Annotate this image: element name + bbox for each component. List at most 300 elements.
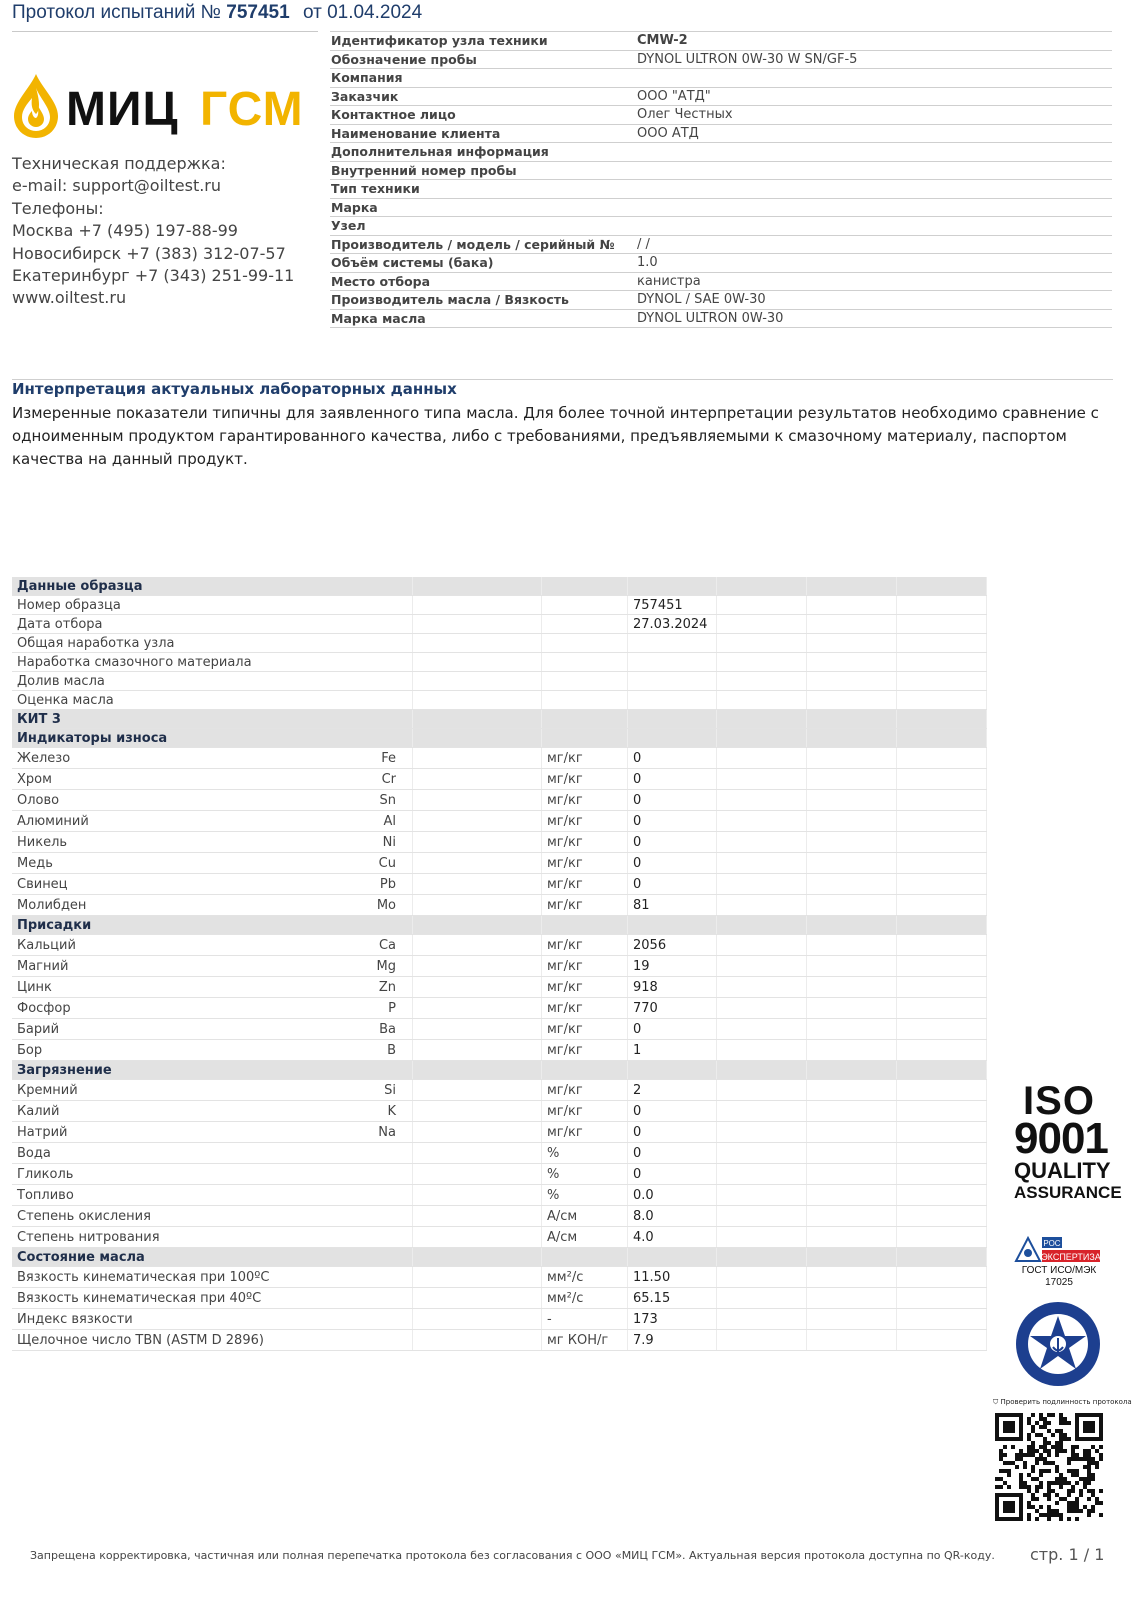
empty-cell bbox=[542, 710, 628, 729]
parameter-name: Никель bbox=[17, 834, 68, 850]
table-row bbox=[12, 1227, 987, 1248]
empty-cell bbox=[897, 1164, 987, 1185]
empty-cell bbox=[717, 811, 807, 832]
table-row bbox=[12, 811, 987, 832]
unit-cell: % bbox=[542, 1143, 628, 1164]
section-title: Данные образца bbox=[12, 577, 413, 596]
parameter-cell bbox=[12, 672, 413, 691]
empty-cell bbox=[897, 1248, 987, 1267]
unit-cell: А/см bbox=[542, 1206, 628, 1227]
empty-cell bbox=[717, 1248, 807, 1267]
value-cell: 81 bbox=[628, 895, 717, 916]
parameter-name: Фосфор bbox=[17, 1000, 71, 1016]
unit-cell: мг/кг bbox=[542, 1122, 628, 1143]
table-row bbox=[12, 832, 987, 853]
empty-cell bbox=[413, 1185, 542, 1206]
info-label: Заказчик bbox=[331, 88, 399, 104]
parameter-name: Медь bbox=[17, 855, 53, 871]
empty-cell bbox=[717, 1080, 807, 1101]
parameter-name: Олово bbox=[17, 792, 60, 808]
info-row bbox=[330, 291, 1112, 310]
element-symbol: Mo bbox=[376, 897, 396, 913]
empty-cell bbox=[413, 916, 542, 935]
empty-cell bbox=[897, 874, 987, 895]
unit-cell: мг/кг bbox=[542, 1040, 628, 1061]
info-value: DYNOL ULTRON 0W-30 bbox=[637, 310, 784, 326]
empty-cell bbox=[628, 1248, 717, 1267]
value-cell: 2056 bbox=[628, 935, 717, 956]
parameter-cell bbox=[12, 977, 413, 998]
parameter-name: Долив масла bbox=[17, 673, 105, 689]
company-logo bbox=[12, 72, 302, 142]
parameter-cell bbox=[12, 653, 413, 672]
table-row bbox=[12, 1019, 987, 1040]
empty-cell bbox=[413, 1330, 542, 1351]
ros-expertiza-badge bbox=[1014, 1235, 1104, 1288]
table-row bbox=[12, 1122, 987, 1143]
support-heading: Техническая поддержка: bbox=[12, 154, 226, 173]
empty-cell bbox=[717, 1101, 807, 1122]
empty-cell bbox=[897, 634, 987, 653]
empty-cell bbox=[807, 1080, 897, 1101]
parameter-cell bbox=[12, 1227, 413, 1248]
parameter-name: Магний bbox=[17, 958, 69, 974]
info-label: Производитель / модель / серийный № bbox=[331, 236, 615, 252]
value-cell: 4.0 bbox=[628, 1227, 717, 1248]
element-symbol: Al bbox=[383, 813, 396, 829]
empty-cell bbox=[413, 895, 542, 916]
parameter-name: Степень нитрования bbox=[17, 1229, 160, 1245]
value-cell: 8.0 bbox=[628, 1206, 717, 1227]
table-row bbox=[12, 691, 987, 710]
empty-cell bbox=[717, 1288, 807, 1309]
value-cell: 27.03.2024 bbox=[628, 615, 717, 634]
empty-cell bbox=[542, 729, 628, 748]
empty-cell bbox=[413, 1061, 542, 1080]
unit-cell bbox=[542, 672, 628, 691]
empty-cell bbox=[897, 998, 987, 1019]
empty-cell bbox=[897, 811, 987, 832]
empty-cell bbox=[897, 1288, 987, 1309]
info-label: Наименование клиента bbox=[331, 125, 501, 141]
empty-cell bbox=[413, 596, 542, 615]
parameter-cell bbox=[12, 853, 413, 874]
table-row bbox=[12, 634, 987, 653]
results-table bbox=[12, 577, 987, 1351]
info-value: CMW-2 bbox=[637, 33, 688, 48]
empty-cell bbox=[542, 1061, 628, 1080]
info-row bbox=[330, 125, 1112, 144]
qr-code[interactable] bbox=[995, 1413, 1103, 1525]
table-row bbox=[12, 977, 987, 998]
empty-cell bbox=[717, 1019, 807, 1040]
iso-assurance: ASSURANCE bbox=[1014, 1183, 1122, 1202]
table-row bbox=[12, 790, 987, 811]
value-cell: 0.0 bbox=[628, 1185, 717, 1206]
empty-cell bbox=[897, 577, 987, 596]
unit-cell: % bbox=[542, 1164, 628, 1185]
phone-moscow[interactable]: Москва +7 (495) 197-88-99 bbox=[12, 221, 238, 241]
info-label: Марка масла bbox=[331, 310, 426, 326]
element-symbol: Ca bbox=[378, 937, 396, 953]
empty-cell bbox=[717, 1267, 807, 1288]
table-row bbox=[12, 874, 987, 895]
empty-cell bbox=[807, 1248, 897, 1267]
empty-cell bbox=[807, 1061, 897, 1080]
protocol-date: от 01.04.2024 bbox=[302, 2, 423, 23]
element-symbol: Na bbox=[378, 1124, 396, 1140]
empty-cell bbox=[897, 1309, 987, 1330]
gost-line-1: ГОСТ ИСО/МЭК bbox=[1021, 1265, 1097, 1276]
empty-cell bbox=[897, 1206, 987, 1227]
empty-cell bbox=[807, 998, 897, 1019]
info-value: DYNOL ULTRON 0W-30 W SN/GF-5 bbox=[637, 51, 858, 67]
empty-cell bbox=[897, 1267, 987, 1288]
section-title: КИТ 3 bbox=[12, 710, 413, 729]
empty-cell bbox=[717, 998, 807, 1019]
empty-cell bbox=[413, 1206, 542, 1227]
empty-cell bbox=[807, 1267, 897, 1288]
empty-cell bbox=[897, 615, 987, 634]
info-value: 1.0 bbox=[637, 255, 658, 270]
empty-cell bbox=[897, 769, 987, 790]
empty-cell bbox=[807, 1288, 897, 1309]
empty-cell bbox=[897, 832, 987, 853]
empty-cell bbox=[807, 790, 897, 811]
value-cell: 0 bbox=[628, 853, 717, 874]
empty-cell bbox=[807, 653, 897, 672]
parameter-cell bbox=[12, 1040, 413, 1061]
value-cell bbox=[628, 672, 717, 691]
unit-cell: мм²/с bbox=[542, 1288, 628, 1309]
empty-cell bbox=[807, 769, 897, 790]
section-title: Загрязнение bbox=[12, 1061, 413, 1080]
unit-cell: % bbox=[542, 1185, 628, 1206]
section-title: Состояние масла bbox=[12, 1248, 413, 1267]
info-row bbox=[330, 143, 1112, 162]
info-label: Производитель масла / Вязкость bbox=[331, 292, 569, 307]
unit-cell: А/см bbox=[542, 1227, 628, 1248]
empty-cell bbox=[717, 1309, 807, 1330]
qr-code-icon bbox=[995, 1413, 1103, 1521]
info-value: DYNOL / SAE 0W-30 bbox=[637, 292, 766, 307]
parameter-name: Гликоль bbox=[17, 1166, 74, 1182]
unit-cell: мг/кг bbox=[542, 832, 628, 853]
empty-cell bbox=[807, 596, 897, 615]
parameter-cell bbox=[12, 1122, 413, 1143]
gost-line-2: 17025 bbox=[1045, 1277, 1073, 1288]
value-cell: 757451 bbox=[628, 596, 717, 615]
info-value: ООО "АТД" bbox=[637, 88, 711, 104]
logo-text-yellow: ГСМ bbox=[200, 83, 304, 136]
empty-cell bbox=[807, 710, 897, 729]
parameter-name: Вязкость кинематическая при 40ºС bbox=[17, 1290, 262, 1306]
section-title: Присадки bbox=[12, 916, 413, 935]
value-cell bbox=[628, 653, 717, 672]
empty-cell bbox=[717, 615, 807, 634]
info-label: Тип техники bbox=[331, 181, 420, 196]
empty-cell bbox=[807, 729, 897, 748]
empty-cell bbox=[807, 1227, 897, 1248]
empty-cell bbox=[413, 729, 542, 748]
element-symbol: Fe bbox=[381, 750, 396, 766]
parameter-name: Хром bbox=[17, 771, 52, 787]
parameter-cell bbox=[12, 935, 413, 956]
table-row bbox=[12, 1330, 987, 1351]
parameter-name: Калий bbox=[17, 1103, 60, 1119]
element-symbol: Ni bbox=[382, 834, 396, 850]
empty-cell bbox=[807, 1330, 897, 1351]
empty-cell bbox=[807, 832, 897, 853]
value-cell: 65.15 bbox=[628, 1288, 717, 1309]
empty-cell bbox=[413, 615, 542, 634]
empty-cell bbox=[413, 935, 542, 956]
table-row bbox=[12, 1206, 987, 1227]
value-cell: 7.9 bbox=[628, 1330, 717, 1351]
parameter-name: Степень окисления bbox=[17, 1208, 151, 1224]
phones-heading: Телефоны: bbox=[12, 198, 104, 218]
empty-cell bbox=[897, 977, 987, 998]
parameter-name: Барий bbox=[17, 1021, 60, 1037]
unit-cell: мг/кг bbox=[542, 1019, 628, 1040]
empty-cell bbox=[413, 748, 542, 769]
parameter-name: Топливо bbox=[17, 1187, 74, 1203]
table-row bbox=[12, 672, 987, 691]
empty-cell bbox=[897, 1185, 987, 1206]
empty-cell bbox=[717, 691, 807, 710]
element-symbol: Cr bbox=[381, 771, 396, 787]
empty-cell bbox=[413, 1309, 542, 1330]
element-symbol: B bbox=[387, 1042, 396, 1058]
unit-cell: мг/кг bbox=[542, 853, 628, 874]
parameter-cell bbox=[12, 596, 413, 615]
empty-cell bbox=[542, 916, 628, 935]
info-label: Дополнительная информация bbox=[331, 144, 549, 159]
parameter-cell bbox=[12, 895, 413, 916]
parameter-name: Индекс вязкости bbox=[17, 1311, 133, 1327]
empty-cell bbox=[807, 874, 897, 895]
empty-cell bbox=[628, 729, 717, 748]
parameter-cell bbox=[12, 1267, 413, 1288]
table-row bbox=[12, 1309, 987, 1330]
empty-cell bbox=[413, 653, 542, 672]
empty-cell bbox=[897, 672, 987, 691]
table-row bbox=[12, 596, 987, 615]
unit-cell bbox=[542, 615, 628, 634]
table-row bbox=[12, 748, 987, 769]
empty-cell bbox=[897, 1040, 987, 1061]
empty-cell bbox=[807, 1040, 897, 1061]
unit-cell: мг/кг bbox=[542, 895, 628, 916]
parameter-cell bbox=[12, 811, 413, 832]
unit-cell bbox=[542, 634, 628, 653]
table-row bbox=[12, 895, 987, 916]
parameter-cell bbox=[12, 1330, 413, 1351]
info-label: Компания bbox=[331, 70, 403, 85]
empty-cell bbox=[807, 691, 897, 710]
unit-cell: мг/кг bbox=[542, 956, 628, 977]
info-row bbox=[330, 180, 1112, 199]
parameter-cell bbox=[12, 790, 413, 811]
ros-mid-text: ЭКСПЕРТИЗА bbox=[1041, 1252, 1101, 1262]
website-link[interactable]: www.oiltest.ru bbox=[12, 288, 127, 308]
parameter-cell bbox=[12, 634, 413, 653]
empty-cell bbox=[807, 853, 897, 874]
support-email[interactable]: e-mail: support@oiltest.ru bbox=[12, 176, 222, 196]
element-symbol: Pb bbox=[379, 876, 396, 892]
empty-cell bbox=[413, 1248, 542, 1267]
element-symbol: Sn bbox=[379, 792, 396, 808]
empty-cell bbox=[897, 1061, 987, 1080]
empty-cell bbox=[807, 1019, 897, 1040]
value-cell: 19 bbox=[628, 956, 717, 977]
value-cell: 770 bbox=[628, 998, 717, 1019]
parameter-cell bbox=[12, 1185, 413, 1206]
info-row bbox=[330, 199, 1112, 218]
empty-cell bbox=[413, 710, 542, 729]
empty-cell bbox=[807, 1143, 897, 1164]
info-value: канистра bbox=[637, 273, 701, 289]
empty-cell bbox=[413, 1019, 542, 1040]
table-row bbox=[12, 1080, 987, 1101]
table-row bbox=[12, 1164, 987, 1185]
parameter-name: Молибден bbox=[17, 897, 87, 913]
parameter-cell bbox=[12, 1080, 413, 1101]
table-row bbox=[12, 956, 987, 977]
iso-number: 9001 bbox=[1014, 1114, 1108, 1163]
empty-cell bbox=[542, 577, 628, 596]
unit-cell: мг/кг bbox=[542, 977, 628, 998]
empty-cell bbox=[807, 748, 897, 769]
value-cell: 2 bbox=[628, 1080, 717, 1101]
empty-cell bbox=[717, 853, 807, 874]
protocol-number: 757451 bbox=[226, 2, 290, 23]
section-title: Индикаторы износа bbox=[12, 729, 413, 748]
parameter-cell bbox=[12, 832, 413, 853]
support-contacts bbox=[12, 153, 294, 310]
empty-cell bbox=[717, 1122, 807, 1143]
interpretation-text: Измеренные показатели типичны для заявленного типа масла. Для более точной интерпретации результатов необходимо сравнение с одноименным продуктом гарантированного качества, либо с требованиями, предъявляемыми к смазочному материалу, паспортом качества на данный продукт. bbox=[12, 404, 1099, 468]
empty-cell bbox=[897, 1330, 987, 1351]
empty-cell bbox=[717, 832, 807, 853]
empty-cell bbox=[897, 853, 987, 874]
value-cell: 0 bbox=[628, 1164, 717, 1185]
empty-cell bbox=[717, 1330, 807, 1351]
empty-cell bbox=[897, 710, 987, 729]
info-label: Внутренний номер пробы bbox=[331, 162, 517, 178]
section-header-row bbox=[12, 710, 987, 729]
empty-cell bbox=[413, 874, 542, 895]
empty-cell bbox=[413, 1143, 542, 1164]
parameter-name: Номер образца bbox=[17, 597, 121, 613]
empty-cell bbox=[413, 790, 542, 811]
parameter-name: Кремний bbox=[17, 1082, 78, 1098]
value-cell: 0 bbox=[628, 769, 717, 790]
qr-caption: ⛉ Проверить подлинность протокола bbox=[993, 1398, 1132, 1406]
info-value: / / bbox=[637, 236, 650, 252]
iso-quality: QUALITY bbox=[1014, 1158, 1111, 1183]
table-row bbox=[12, 1040, 987, 1061]
empty-cell bbox=[413, 832, 542, 853]
parameter-cell bbox=[12, 1019, 413, 1040]
empty-cell bbox=[413, 1227, 542, 1248]
empty-cell bbox=[413, 1164, 542, 1185]
empty-cell bbox=[807, 811, 897, 832]
unit-cell: - bbox=[542, 1309, 628, 1330]
section-header-row bbox=[12, 1248, 987, 1267]
empty-cell bbox=[807, 1101, 897, 1122]
empty-cell bbox=[717, 1185, 807, 1206]
divider bbox=[12, 31, 318, 32]
empty-cell bbox=[717, 729, 807, 748]
parameter-name: Вода bbox=[17, 1145, 51, 1161]
unit-cell: мг КОН/г bbox=[542, 1330, 628, 1351]
empty-cell bbox=[807, 916, 897, 935]
phone-ekaterinburg[interactable]: Екатеринбург +7 (343) 251-99-11 bbox=[12, 266, 295, 286]
empty-cell bbox=[897, 691, 987, 710]
shield-check-icon: ⛉ bbox=[993, 1398, 999, 1406]
element-symbol: K bbox=[387, 1103, 396, 1119]
phone-novosibirsk[interactable]: Новосибирск +7 (383) 312-07-57 bbox=[12, 243, 286, 263]
empty-cell bbox=[897, 1227, 987, 1248]
ros-top-text: РОС bbox=[1043, 1239, 1061, 1248]
empty-cell bbox=[413, 1080, 542, 1101]
empty-cell bbox=[717, 874, 807, 895]
info-row bbox=[330, 217, 1112, 236]
empty-cell bbox=[717, 895, 807, 916]
value-cell: 0 bbox=[628, 1019, 717, 1040]
info-row bbox=[330, 254, 1112, 273]
empty-cell bbox=[717, 977, 807, 998]
empty-cell bbox=[413, 634, 542, 653]
value-cell: 0 bbox=[628, 832, 717, 853]
parameter-name: Кальций bbox=[17, 937, 76, 953]
register-seal bbox=[1014, 1300, 1102, 1392]
empty-cell bbox=[807, 615, 897, 634]
empty-cell bbox=[413, 977, 542, 998]
parameter-name: Алюминий bbox=[17, 813, 89, 829]
info-label: Обозначение пробы bbox=[331, 51, 477, 67]
sample-info-table bbox=[330, 31, 1112, 328]
parameter-name: Вязкость кинематическая при 100ºС bbox=[17, 1269, 270, 1285]
info-label: Узел bbox=[331, 218, 366, 233]
empty-cell bbox=[897, 1143, 987, 1164]
iso-9001-badge bbox=[1014, 1079, 1122, 1203]
empty-cell bbox=[897, 1101, 987, 1122]
element-symbol: Mg bbox=[376, 958, 396, 974]
value-cell: 0 bbox=[628, 790, 717, 811]
parameter-cell bbox=[12, 769, 413, 790]
parameter-name: Дата отбора bbox=[17, 616, 103, 632]
unit-cell: мг/кг bbox=[542, 790, 628, 811]
parameter-cell bbox=[12, 1143, 413, 1164]
value-cell: 918 bbox=[628, 977, 717, 998]
table-row bbox=[12, 935, 987, 956]
info-label: Контактное лицо bbox=[331, 107, 456, 122]
info-row bbox=[330, 88, 1112, 107]
empty-cell bbox=[807, 1164, 897, 1185]
empty-cell bbox=[717, 916, 807, 935]
unit-cell bbox=[542, 691, 628, 710]
empty-cell bbox=[717, 596, 807, 615]
table-row bbox=[12, 769, 987, 790]
value-cell: 0 bbox=[628, 811, 717, 832]
value-cell: 11.50 bbox=[628, 1267, 717, 1288]
parameter-cell bbox=[12, 615, 413, 634]
parameter-cell bbox=[12, 1309, 413, 1330]
info-row bbox=[330, 69, 1112, 88]
parameter-name: Свинец bbox=[17, 876, 68, 892]
